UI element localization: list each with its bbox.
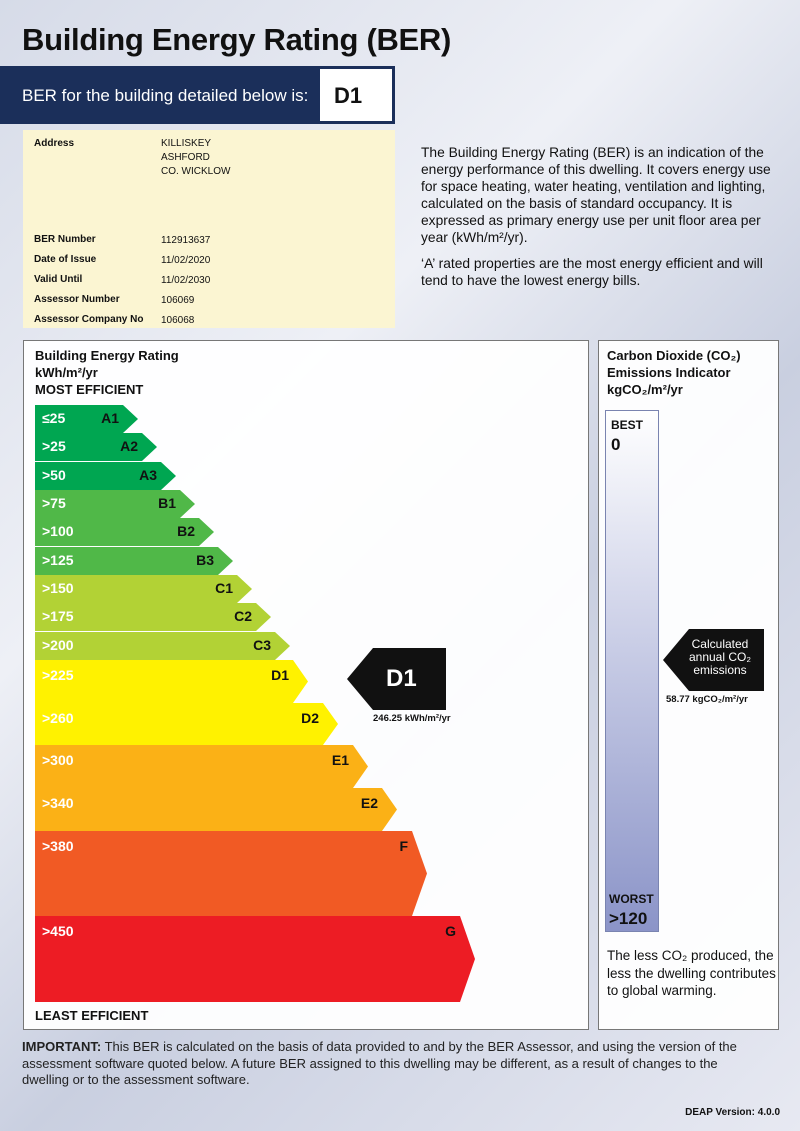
co2-indicator-line-3: emissions [693, 663, 747, 677]
ber-description [421, 144, 786, 298]
co2-worst-value: >120 [609, 909, 648, 928]
rating-band-e2 [35, 788, 397, 831]
rating-band-range: >380 [42, 838, 74, 854]
rating-band-letter: E2 [360, 795, 378, 811]
rating-heading: Building Energy Rating [35, 348, 179, 363]
valid-until-value: 11/02/2030 [161, 275, 211, 286]
ber-result-label: BER for the building detailed below is: [22, 86, 309, 105]
rating-band-shape-f [35, 831, 427, 916]
co2-indicator-line-1: Calculated [691, 637, 749, 651]
rating-band-fill-d1 [35, 660, 308, 703]
rating-band-letter: A1 [101, 410, 119, 426]
important-notice [22, 1039, 762, 1089]
rating-band-range: >25 [42, 438, 66, 454]
rating-band-fill-e2 [35, 788, 397, 831]
address-line-1: KILLISKEY [161, 138, 212, 149]
rating-band-letter: E1 [331, 752, 349, 768]
rating-band-letter: A2 [120, 438, 138, 454]
deap-version: DEAP Version: 4.0.0 [685, 1107, 780, 1118]
rating-indicator-label: D1 [386, 665, 417, 692]
rating-band-fill-d2 [35, 703, 338, 745]
ber-result-value: D1 [334, 83, 363, 108]
rating-unit: kWh/m²/yr [35, 365, 98, 380]
address-line-2: ASHFORD [161, 152, 210, 163]
rating-band-c3 [35, 632, 290, 660]
rating-band-shape-d2 [35, 703, 338, 745]
rating-band-a2 [35, 433, 157, 461]
rating-band-letter: F [399, 838, 408, 854]
rating-band-range: >225 [42, 667, 74, 683]
rating-band-range: >75 [42, 495, 66, 511]
rating-band-shape-e2 [35, 788, 397, 831]
co2-scale [605, 410, 659, 932]
co2-indicator-text [677, 638, 763, 677]
important-label: IMPORTANT: [22, 1039, 102, 1054]
rating-band-a3 [35, 462, 176, 490]
rating-band-letter: D2 [301, 710, 319, 726]
least-efficient-label: LEAST EFFICIENT [35, 1008, 149, 1023]
assessor-number-value: 106069 [161, 295, 195, 306]
description-paragraph-2: ‘A’ rated properties are the most energy efficient and will tend to have the lowest energy bills. [421, 256, 763, 288]
page-title: Building Energy Rating (BER) [22, 22, 452, 57]
rating-band-b2 [35, 518, 214, 546]
rating-band-shape-e1 [35, 745, 368, 788]
assessor-company-label: Assessor Company No [34, 314, 144, 325]
rating-band-c2 [35, 603, 271, 631]
rating-band-letter: G [445, 923, 456, 939]
rating-band-letter: B3 [196, 552, 214, 568]
rating-indicator-value: 246.25 kWh/m²/yr [373, 713, 451, 724]
date-of-issue-value: 11/02/2020 [161, 255, 211, 266]
rating-band-range: >200 [42, 637, 74, 653]
date-of-issue-label: Date of Issue [34, 254, 97, 265]
co2-indicator-line-2: annual CO₂ [688, 650, 752, 664]
co2-worst-label: WORST [609, 892, 654, 906]
rating-band-f [35, 831, 427, 916]
rating-band-fill-g [35, 916, 475, 1002]
rating-band-range: >125 [42, 552, 74, 568]
rating-band-range: ≤25 [42, 410, 66, 426]
ber-number-label: BER Number [34, 234, 96, 245]
rating-band-range: >150 [42, 580, 74, 596]
rating-band-b1 [35, 490, 195, 518]
valid-until-label: Valid Until [34, 274, 83, 285]
assessor-company-value: 106068 [161, 315, 195, 326]
rating-band-letter: D1 [271, 667, 289, 683]
rating-band-fill-e1 [35, 745, 368, 788]
rating-band-a1 [35, 405, 138, 433]
assessor-number-label: Assessor Number [34, 294, 120, 305]
rating-band-letter: A3 [139, 467, 157, 483]
rating-band-letter: C1 [215, 580, 233, 596]
ber-number-value: 112913637 [161, 235, 211, 246]
address-label: Address [34, 138, 75, 149]
description-paragraph-1: The Building Energy Rating (BER) is an indication of the energy performance of this dwelling. It covers energy use for space heating, water heating, ventilation and lighting, calculated on the basis of standard occupancy. It is expressed as primary energy use per unit floor area per year (kWh/m²/yr). [421, 145, 771, 245]
rating-band-letter: C2 [234, 608, 252, 624]
rating-band-shape-g [35, 916, 475, 1002]
co2-best-label: BEST [611, 418, 644, 432]
rating-band-g [35, 916, 475, 1002]
co2-heading-line-1: Carbon Dioxide (CO₂) [607, 348, 741, 363]
rating-band-range: >50 [42, 467, 66, 483]
co2-heading-line-2: Emissions Indicator [607, 365, 731, 380]
co2-heading-line-3: kgCO₂/m²/yr [607, 382, 683, 397]
rating-band-range: >175 [42, 608, 74, 624]
rating-band-letter: B1 [158, 495, 176, 511]
rating-band-range: >300 [42, 752, 74, 768]
rating-band-e1 [35, 745, 368, 788]
rating-band-range: >260 [42, 710, 74, 726]
co2-indicator-value: 58.77 kgCO₂/m²/yr [666, 694, 748, 705]
co2-best-value: 0 [611, 435, 621, 454]
co2-footer: The less CO₂ produced, the less the dwelling contributes to global warming. [607, 948, 776, 998]
rating-band-letter: B2 [177, 523, 195, 539]
most-efficient-label: MOST EFFICIENT [35, 382, 144, 397]
rating-band-c1 [35, 575, 252, 603]
rating-band-range: >340 [42, 795, 74, 811]
rating-band-range: >450 [42, 923, 74, 939]
rating-band-b3 [35, 547, 233, 575]
rating-band-d1 [35, 660, 308, 703]
rating-band-d2 [35, 703, 338, 745]
rating-band-letter: C3 [253, 637, 271, 653]
important-text: This BER is calculated on the basis of data provided to and by the BER Assessor, and using the version of the assessment software quoted below. A future BER assigned to this dwelling may be different, as a result of changes to the dwelling or to the assessment software. [22, 1039, 737, 1087]
address-line-3: CO. WICKLOW [161, 166, 231, 177]
rating-band-fill-f [35, 831, 427, 916]
rating-band-range: >100 [42, 523, 74, 539]
rating-band-shape-d1 [35, 660, 308, 703]
